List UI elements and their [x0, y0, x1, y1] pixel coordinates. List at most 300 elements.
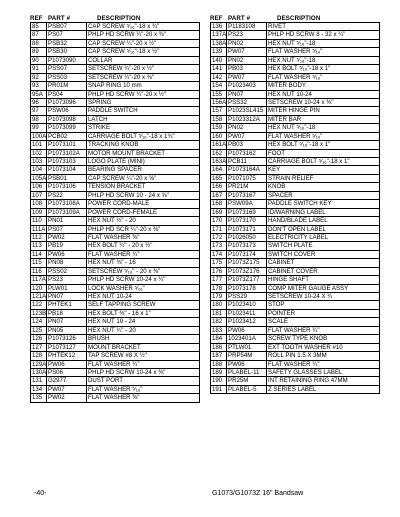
part-number-cell: P1023412 [227, 318, 267, 325]
part-number-cell: P1073162 [227, 150, 267, 157]
parts-grid-right [210, 22, 380, 394]
header-description: DESCRIPTION [277, 15, 321, 22]
table-row [211, 116, 379, 124]
table-row [31, 226, 199, 234]
description-cell: POWER CORD-MALE [88, 200, 150, 208]
table-row [31, 318, 199, 326]
table-row [211, 293, 379, 301]
table-header [30, 12, 200, 22]
part-number-cell: P1073167 [227, 192, 267, 199]
ref-cell: 162 [211, 150, 227, 157]
description-cell: HAND/BLADE LABEL [268, 217, 328, 225]
description-cell: PADDLE SWITCH KEY [268, 200, 332, 208]
table-row [31, 40, 199, 48]
part-number-cell: P1073103 [47, 158, 87, 165]
ref-cell: 128 [31, 352, 47, 359]
part-number-cell: P1026050 [227, 234, 267, 241]
description-cell: MITER HINGE PIN [268, 107, 320, 115]
description-cell: HEX NUT ¼" - 20 [88, 326, 136, 334]
part-number-cell: PS06 [47, 369, 87, 376]
ref-cell: 93 [31, 82, 47, 89]
ref-cell: 111A [32, 225, 46, 233]
ref-cell: 90 [31, 57, 47, 64]
ref-cell: 174 [211, 251, 227, 258]
description-cell: FLAT WASHER ⁵⁄₁₆" [268, 132, 323, 140]
ref-cell: 115 [31, 259, 47, 266]
part-number-cell: PSS29 [227, 293, 267, 300]
part-number-cell: P1073178 [227, 285, 267, 292]
description-cell: HEX NUT 10-24 [268, 90, 312, 98]
ref-cell: 156A [212, 98, 227, 106]
part-number-cell: PSS07 [47, 65, 87, 72]
part-number-cell: P1073164A [227, 166, 267, 173]
table-row [31, 276, 199, 284]
description-cell: HINGE SHAFT [268, 276, 309, 284]
description-cell: CAP SCREW ¼"-20 x ½" [88, 39, 157, 47]
ref-cell: 166 [211, 183, 227, 190]
ref-cell: 142 [211, 74, 227, 81]
table-row [31, 158, 199, 166]
part-number-cell: PSS32 [227, 99, 267, 106]
table-row [31, 251, 199, 259]
description-cell: FLAT WASHER ⁵⁄₁₆" [88, 385, 143, 393]
description-cell: HEX NUT 10 - 24 [88, 318, 136, 326]
ref-cell: 120 [31, 285, 47, 292]
part-number-cell: PW06 [227, 361, 267, 368]
part-number-cell: PS23 [47, 276, 87, 283]
description-cell: HEX BOLT ⅜" - 16 x 1" [88, 309, 151, 317]
description-cell: HEX BOLT ¼" - 20 x ½" [88, 242, 153, 250]
part-number-cell: P1023403 [227, 82, 267, 89]
description-cell: CARRIAGE BOLT ⁵⁄₁₆"-18 x 1" [268, 158, 350, 165]
ref-cell: 180 [211, 301, 227, 308]
part-number-cell: P1023410 [227, 301, 267, 308]
table-row [211, 57, 379, 65]
part-number-cell: P1073174 [227, 251, 267, 258]
table-row [31, 91, 199, 99]
part-number-cell: P1073170 [227, 217, 267, 224]
ref-cell: 101 [31, 141, 47, 148]
table-row [211, 310, 379, 318]
ref-cell: 104 [31, 166, 47, 173]
part-number-cell: PB03 [227, 141, 267, 148]
ref-cell: 124 [31, 318, 47, 325]
part-number-cell: PN02 [227, 124, 267, 131]
table-row [31, 141, 199, 149]
parts-grid-left [30, 22, 200, 403]
ref-cell: 168 [211, 200, 227, 207]
part-number-cell: P1073106 [47, 183, 87, 190]
table-row [211, 386, 379, 394]
part-number-cell: PSB01 [47, 175, 87, 182]
part-number-cell: PW07 [227, 48, 267, 55]
ref-cell: 137A [212, 31, 227, 39]
table-row [211, 344, 379, 352]
parts-table-left [30, 12, 200, 403]
description-cell: LATCH [88, 115, 108, 123]
part-number-cell: P1023312A [227, 116, 267, 123]
ref-cell: 138A [212, 39, 227, 47]
table-row [31, 57, 199, 65]
table-row [211, 166, 379, 174]
description-cell: SETSCREW 10-24 x ⅜" [268, 98, 334, 106]
table-row [31, 209, 199, 217]
description-cell: FLAT WASHER ¼" [268, 326, 320, 334]
part-number-cell: PN07 [227, 91, 267, 98]
part-number-cell: PN07 [47, 318, 87, 325]
ref-cell: 181 [211, 310, 227, 317]
ref-cell: 141 [211, 65, 227, 72]
table-row [211, 65, 379, 73]
ref-cell: 130A [32, 368, 47, 376]
table-row [211, 259, 379, 267]
description-cell: SETSCREW ⁵⁄₁₆" - 20 x ⅜" [88, 267, 161, 275]
part-number-cell: PS04 [47, 91, 87, 98]
table-row [31, 166, 199, 174]
table-row [31, 234, 199, 242]
ref-cell: 123B [32, 309, 47, 317]
description-cell: STRIKE [88, 124, 111, 132]
description-cell: FLAT WASHER ⁵⁄₁₆" [268, 48, 323, 56]
table-row [31, 150, 199, 158]
part-number-cell: PSS03 [47, 74, 87, 81]
table-row [31, 175, 199, 183]
description-cell: DUST PORT [88, 377, 123, 385]
description-cell: TAP SCREW #8 X ½" [88, 352, 147, 360]
part-number-cell: PB18 [47, 310, 87, 317]
page-number: -40- [34, 490, 47, 497]
part-number-cell: P1073101 [47, 141, 87, 148]
ref-cell: 169 [211, 209, 227, 216]
ref-cell: 96 [31, 99, 47, 106]
header-ref: REF [210, 15, 223, 22]
ref-cell: 125 [31, 327, 47, 334]
description-cell: FLAT WASHER ¼" [268, 360, 320, 368]
description-cell: INT RETAINING RING 47MM [268, 377, 348, 385]
ref-cell: 129A [32, 360, 47, 368]
description-cell: SNAP RING 10 mm [88, 82, 142, 90]
ref-cell: 97 [31, 107, 47, 114]
ref-cell: 186 [211, 344, 227, 351]
description-cell: MOUNT BRACKET [88, 343, 141, 351]
ref-cell: 190 [211, 377, 227, 384]
header-part: PART # [48, 15, 71, 22]
ref-cell: 88 [31, 40, 47, 47]
description-cell: DON'T OPEN LABEL [268, 225, 326, 233]
ref-cell: 114 [31, 251, 47, 258]
table-row [31, 377, 199, 385]
table-row [211, 361, 379, 369]
ref-cell: 87 [31, 31, 47, 38]
part-number-cell: P1073096 [47, 99, 87, 106]
part-number-cell: P1073090 [47, 57, 87, 64]
table-row [31, 74, 199, 82]
description-cell: HEX BOLT ⁵⁄₁₆"-18 x 1" [268, 65, 331, 73]
description-cell: CAP SCREW ⁵⁄₁₆"-18 x ½" [88, 48, 160, 56]
ref-cell: 109 [31, 209, 47, 216]
part-number-cell: P1073108A [47, 200, 87, 207]
table-row [31, 99, 199, 107]
part-number-cell: PLW01 [47, 285, 87, 292]
description-cell: HEX BOLT ⁵⁄₁₆"-18 x 1" [268, 141, 331, 149]
part-number-cell: P1073169 [227, 209, 267, 216]
description-cell: ID/WARNING LABEL [268, 208, 326, 216]
table-row [211, 133, 379, 141]
description-cell: KEY [268, 166, 281, 174]
description-cell: HEX NUT 10-24 [88, 293, 132, 300]
ref-cell: 172 [211, 234, 227, 241]
part-number-cell: PHTEK12 [47, 352, 87, 359]
description-cell: POINTER [268, 309, 296, 317]
description-cell: HEX NUT ½" - 20 [88, 217, 136, 225]
description-cell: HEX NUT ⁵⁄₁₆"-18 [268, 56, 316, 64]
description-cell: CAP SCREW ¼"-20 x ⅝" [88, 174, 157, 182]
ref-cell: 187 [211, 352, 227, 359]
ref-cell: 112 [31, 234, 47, 241]
table-row [211, 124, 379, 132]
part-number-cell: P1073127 [47, 344, 87, 351]
description-cell: STOP [268, 301, 285, 309]
ref-cell: 158 [211, 116, 227, 123]
ref-cell: 164 [211, 166, 227, 173]
ref-cell: 161A [212, 141, 227, 149]
part-number-cell: PN02 [227, 40, 267, 47]
table-row [211, 192, 379, 200]
part-number-cell: PCB02 [47, 133, 87, 140]
description-cell: ROLL PIN 1.5 X 3MM [268, 352, 327, 360]
ref-cell: 99 [31, 124, 47, 131]
ref-cell: 155 [211, 91, 227, 98]
ref-cell: 177 [211, 276, 227, 283]
description-cell: MOTOR MOUNT BRACKET [88, 149, 165, 157]
table-row [211, 377, 379, 385]
description-cell: SCREW TYPE KNOB [268, 335, 328, 343]
part-number-cell: P1073173 [227, 242, 267, 249]
table-row [31, 183, 199, 191]
part-number-cell: P1023SL415 [227, 107, 267, 114]
table-row [211, 352, 379, 360]
ref-cell: 127 [31, 344, 47, 351]
part-number-cell: PN02 [227, 57, 267, 64]
manual-title: G1073/G1073Z 16" Bandsaw [212, 490, 304, 497]
part-number-cell: PB03 [227, 65, 267, 72]
part-number-cell: P1023411 [227, 310, 267, 317]
description-cell: PHLP HD SCRW ¼"-20 x ½" [88, 90, 166, 98]
ref-cell: 85 [31, 23, 47, 30]
description-cell: STRAIN RELIEF [268, 174, 314, 182]
table-row [31, 124, 199, 132]
description-cell: PADDLE SWITCH [88, 107, 138, 115]
part-number-cell: P1183108 [227, 23, 267, 30]
part-number-cell: G2977 [47, 377, 87, 384]
table-row [211, 48, 379, 56]
ref-cell: 113 [31, 242, 47, 249]
ref-cell: 179 [211, 293, 227, 300]
table-row [31, 285, 199, 293]
part-number-cell: PW02 [47, 234, 87, 241]
description-cell: CAP SCREW ⁵⁄₁₆"-18 x ¾" [88, 23, 160, 30]
description-cell: CARRIAGE BOLT ⁵⁄₁₆"-18 x 1¾" [88, 132, 175, 140]
ref-cell: 95A [31, 91, 47, 98]
table-row [31, 65, 199, 73]
part-number-cell: PN07 [47, 293, 87, 300]
description-cell: MITER BAR [268, 115, 302, 123]
part-number-cell: PSB07 [47, 23, 87, 30]
description-cell: PHLP HD SCRW 10 - 24 x ⅝" [88, 191, 169, 199]
ref-cell: 121A [32, 293, 47, 300]
table-row [31, 301, 199, 309]
table-row [211, 226, 379, 234]
description-cell: BEARING SPACER [88, 166, 142, 174]
ref-cell: 117A [32, 276, 46, 284]
part-number-cell: PN08 [47, 259, 87, 266]
table-row [31, 352, 199, 360]
ref-cell: 102 [31, 150, 47, 157]
table-row [211, 318, 379, 326]
part-number-cell: P1073109A [47, 209, 87, 216]
table-row [211, 369, 379, 377]
table-row [31, 200, 199, 208]
part-number-cell: P1073171 [227, 226, 267, 233]
table-row [31, 310, 199, 318]
table-row [31, 31, 199, 39]
ref-cell: 175 [211, 259, 227, 266]
part-number-cell: PTLW01 [227, 344, 267, 351]
description-cell: MITER BODY [268, 82, 306, 90]
description-cell: LOGO PLATE (MINI) [88, 158, 145, 165]
description-cell: LOCK WASHER ⁵⁄₁₆" [88, 284, 145, 292]
description-cell: CABINET [268, 259, 295, 267]
ref-cell: 108 [31, 200, 47, 207]
table-row [31, 259, 199, 267]
part-number-cell: P1071075 [227, 175, 267, 182]
ref-cell: 122 [31, 301, 47, 308]
table-row [211, 268, 379, 276]
description-cell: FLAT WASHER ⁵⁄₁₆" [268, 73, 323, 81]
table-row [211, 335, 379, 343]
description-cell: RIVET [268, 23, 286, 30]
header-description: DESCRIPTION [97, 15, 141, 22]
table-row [31, 293, 199, 301]
table-row [211, 141, 379, 149]
table-row [211, 251, 379, 259]
part-number-cell: PR01M [47, 82, 87, 89]
description-cell: SELF TAPPING SCREW [88, 301, 156, 309]
part-number-cell: PS23 [227, 31, 267, 38]
ref-cell: 159 [211, 124, 227, 131]
description-cell: PHLP HD SCRW 8 - 32 x ¼" [268, 31, 346, 39]
table-row [211, 150, 379, 158]
ref-cell: 140 [211, 57, 227, 64]
description-cell: HEX NUT ⅜" - 16 [88, 259, 136, 267]
description-cell: PHLP HD SCRW 10-24 x ¼" [88, 276, 166, 284]
table-row [31, 107, 199, 115]
part-number-cell: PW06 [47, 361, 87, 368]
ref-cell: 126 [31, 335, 47, 342]
description-cell: SCALE [268, 318, 288, 326]
part-number-cell: PW02 [47, 394, 87, 401]
description-cell: FOOT [268, 149, 285, 157]
table-row [31, 327, 199, 335]
part-number-cell: P1073126 [47, 335, 87, 342]
description-cell: EXT TOOTH WASHER #10 [268, 343, 343, 351]
ref-cell: 176 [211, 268, 227, 275]
ref-cell: 89 [31, 48, 47, 55]
parts-table-right [210, 12, 380, 394]
table-row [211, 301, 379, 309]
ref-cell: 98 [31, 116, 47, 123]
part-number-cell: 1023401A [227, 335, 267, 342]
description-cell: HEX NUT ⁵⁄₁₆"-18 [268, 39, 316, 47]
table-row [211, 99, 379, 107]
description-cell: FLAT WASHER ¼" [88, 250, 140, 258]
description-cell: ELECTRICITY LABEL [268, 233, 329, 241]
description-cell: CABINET COVER [268, 267, 318, 275]
description-cell: Z SERIES LABEL [268, 385, 317, 393]
table-row [211, 234, 379, 242]
part-number-cell: PSB32 [47, 40, 87, 47]
table-row [31, 394, 199, 402]
part-number-cell: PR21M [227, 183, 267, 190]
part-number-cell: P1073Z177 [227, 276, 267, 283]
part-number-cell: PN05 [47, 327, 87, 334]
ref-cell: 92 [31, 74, 47, 81]
description-cell: SWITCH PLATE [268, 242, 313, 250]
part-number-cell: PW06 [227, 327, 267, 334]
table-row [211, 158, 379, 166]
ref-cell: 189 [211, 369, 227, 376]
description-cell: BRUSH [88, 335, 110, 343]
part-number-cell: PW07 [47, 386, 87, 393]
description-cell: SPACER [268, 191, 293, 199]
ref-cell: 157 [211, 107, 227, 114]
table-row [31, 82, 199, 90]
table-header [210, 12, 380, 22]
part-number-cell: PLABEL-11 [227, 369, 267, 376]
description-cell: SWITCH COVER [268, 250, 316, 258]
part-number-cell: PHTEK1 [47, 301, 87, 308]
table-row [31, 192, 199, 200]
ref-cell: 165 [211, 175, 227, 182]
table-row [31, 116, 199, 124]
ref-cell: 154 [211, 82, 227, 89]
ref-cell: 116 [31, 268, 47, 275]
part-number-cell: P1073102A [47, 150, 87, 157]
table-row [211, 200, 379, 208]
header-ref: REF [30, 15, 43, 22]
ref-cell: 178 [211, 285, 227, 292]
part-number-cell: PLABEL-5 [227, 386, 267, 393]
table-row [31, 217, 199, 225]
header-part: PART # [228, 15, 251, 22]
description-cell: SAFETY GLASSES LABEL [268, 368, 343, 376]
table-row [211, 107, 379, 115]
description-cell: SPRING [88, 98, 112, 106]
ref-cell: 188 [211, 361, 227, 368]
ref-cell: 131 [31, 377, 47, 384]
description-cell: KNOB [268, 183, 286, 191]
table-row [31, 133, 199, 141]
table-row [31, 268, 199, 276]
ref-cell: 110 [31, 217, 47, 224]
ref-cell: 100A [32, 132, 47, 140]
ref-cell: 171 [211, 226, 227, 233]
part-number-cell: PS07 [47, 31, 87, 38]
part-number-cell: PB19 [47, 242, 87, 249]
table-row [211, 23, 379, 31]
ref-cell: 191 [211, 386, 227, 393]
ref-cell: 167 [211, 192, 227, 199]
